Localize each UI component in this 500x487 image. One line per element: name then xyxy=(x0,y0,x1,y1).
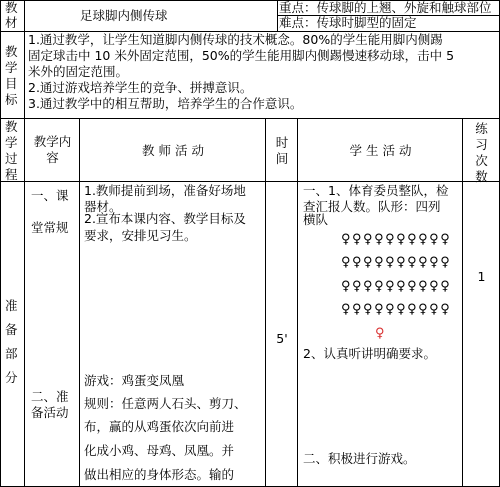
game-title: 游戏：鸡蛋变凤凰 xyxy=(84,373,185,388)
student-act-3: 横队 xyxy=(303,212,329,227)
goal-line-1: 1.通过教学，让学生知道脚内侧传球的技术概念。80%的学生能用脚内侧踢 xyxy=(28,32,443,47)
process-label-1: 教 xyxy=(5,119,18,134)
teacher-act-1: 1.教师提前到场，准备好场地 xyxy=(84,183,246,198)
difficulty: 难点：传球时脚型的固定 xyxy=(279,15,417,30)
content-header-1: 教学内 xyxy=(33,134,72,149)
process-label-2: 学 xyxy=(5,135,18,150)
content-routine-1: 一、课 xyxy=(31,188,69,203)
count-header-2: 习 xyxy=(475,137,488,152)
goals-label-1: 教 xyxy=(5,44,18,59)
formation-row-3: ♀♀♀♀♀♀♀♀♀♀ xyxy=(341,279,452,294)
material-label-char-1: 教 xyxy=(5,0,18,15)
count-header-3: 次 xyxy=(475,153,488,168)
count-header-4: 数 xyxy=(475,169,488,184)
teacher-act-2: 器材。 xyxy=(84,199,122,214)
goals-label-3: 目 xyxy=(5,76,18,91)
key-point: 重点：传球脚的上翘、外旋和触球部位 xyxy=(279,0,492,15)
formation-row-1: ♀♀♀♀♀♀♀♀♀♀ xyxy=(341,232,452,247)
goal-line-5: 3.通过教学中的相互帮助，培养学生的合作意识。 xyxy=(28,96,303,111)
game-rule-1: 规则：任意两人石头、剪刀、 xyxy=(84,396,247,411)
count-value: 1 xyxy=(477,269,486,284)
student-header: 学 生 活 动 xyxy=(349,143,412,158)
content-warmup-1: 二、准 xyxy=(31,389,69,404)
goals-label-2: 学 xyxy=(5,60,18,75)
goal-line-2: 固定球击中 10 米外固定范围，50%的学生能用脚内侧踢慢速移动球，击中 5 xyxy=(28,48,455,63)
goal-line-4: 2.通过游戏培养学生的竞争、拼搏意识。 xyxy=(28,80,253,95)
goals-label-4: 标 xyxy=(5,92,18,107)
teacher-act-4: 要求，安排见习生。 xyxy=(84,228,197,243)
game-rule-3: 化成小鸡、母鸡、凤凰。并 xyxy=(84,443,235,458)
time-header-2: 间 xyxy=(275,151,289,166)
content-routine-2: 堂常规 xyxy=(31,220,69,235)
process-label-4: 程 xyxy=(5,167,18,182)
lesson-title: 足球脚内侧传球 xyxy=(80,8,168,23)
student-act-2: 查汇报人数。队形：四列 xyxy=(303,199,441,214)
section-label-3: 部 xyxy=(5,346,18,361)
teacher-act-3: 2.宣布本课内容、教学目标及 xyxy=(84,211,246,226)
section-label-2: 备 xyxy=(5,322,18,337)
teacher-header: 教 师 活 动 xyxy=(142,143,204,158)
time-header-1: 时 xyxy=(275,135,289,150)
student-act-game: 二、积极进行游戏。 xyxy=(303,451,416,466)
material-label-char-2: 材 xyxy=(5,15,18,30)
student-act-1: 一、1、体育委员整队，检 xyxy=(303,183,449,198)
content-warmup-2: 备活动 xyxy=(31,405,69,420)
section-label-1: 准 xyxy=(5,298,18,313)
section-label-4: 分 xyxy=(5,370,18,385)
time-value: 5' xyxy=(276,331,288,346)
content-header-2: 容 xyxy=(46,150,59,165)
game-rule-2: 布，赢的从鸡蛋依次向前进 xyxy=(84,419,235,434)
count-header-1: 练 xyxy=(475,121,488,136)
formation-row-2: ♀♀♀♀♀♀♀♀♀♀ xyxy=(341,255,452,270)
process-label-3: 过 xyxy=(5,151,18,166)
student-act-listen: 2、认真听讲明确要求。 xyxy=(303,346,436,361)
game-rule-4: 做出相应的身体形态。输的 xyxy=(84,467,235,482)
formation-row-4: ♀♀♀♀♀♀♀♀♀♀ xyxy=(341,302,452,317)
teacher-position-icon: ♀ xyxy=(375,326,387,341)
goal-line-3: 米外的固定范围。 xyxy=(28,64,129,79)
